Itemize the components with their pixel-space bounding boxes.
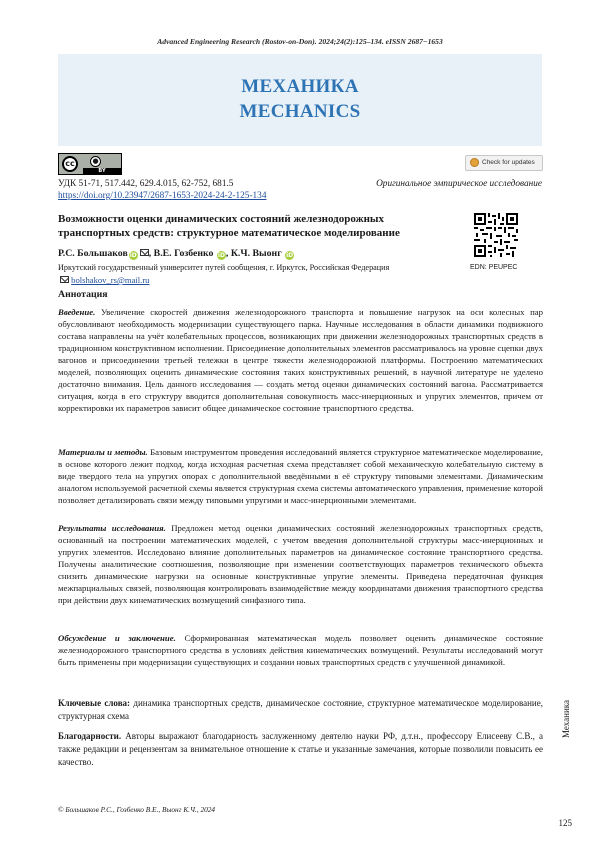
keywords xyxy=(58,697,543,723)
discussion-label: Обсуждение и заключение. xyxy=(58,633,176,643)
results-label: Результаты исследования. xyxy=(58,523,166,533)
side-section-label xyxy=(560,680,572,760)
affiliation: Иркутский государственный университет путей сообщения, г. Иркутск, Российская Федерация xyxy=(58,263,390,272)
discussion-text: Сформированная математическая модель позволяет оценить динамическое состояние железнодорожного транспортного средства в условиях действия кинематических возмущений. Результаты исследований могут быть применены при модернизации существующих и создании новых транспортных средств с улучшенной динамикой. xyxy=(58,633,543,668)
section-banner xyxy=(58,54,542,146)
udk-codes: УДК 51-71, 517.442, 629.4.015, 62-752, 681.5 xyxy=(58,179,234,189)
orcid-icon[interactable]: iD xyxy=(129,252,137,259)
check-updates-label: Check for updates xyxy=(482,159,535,166)
page-number: 125 xyxy=(558,818,572,828)
qr-code-icon[interactable] xyxy=(474,213,518,257)
cc-by-license-badge[interactable] xyxy=(58,153,122,175)
abstract-heading: Аннотация xyxy=(58,289,108,300)
section-title-en: MECHANICS xyxy=(239,101,361,122)
acknowledgements xyxy=(58,730,543,769)
acknowledgements-text: Авторы выражают благодарность заслуженному деятелю науки РФ, д.т.н., профессору Елисееву С.В., а также редакции и рецензентам за внимательное отношение к статье и указанные замечания, которые позволили повысить ее качество. xyxy=(58,731,543,767)
keywords-label: Ключевые слова: xyxy=(58,698,131,708)
author-name[interactable]: Р.С. Большаков xyxy=(58,248,128,259)
abstract-methods xyxy=(58,446,543,506)
methods-text: Базовым инструментом проведения исследований является структурное математическое моделирование, в основе которого лежит подход, когда исходная расчетная схема представляет собой механическую колебательную систему в виде твердого тела на упругих опорах с дополнительной введёнными в её структуру типовыми элементами. Динамическим аналогом используемой расчетной схемы является структурная схема системы автоматического управления, применение которой позволяет детализировать связи между типовыми упругими и масс-инерционными элементами. xyxy=(58,447,543,506)
orcid-icon[interactable]: iD xyxy=(217,252,225,259)
journal-header: Advanced Engineering Research (Rostov-on-Don). 2024;24(2):125–134. eISSN 2687−1653 xyxy=(157,37,443,46)
person-icon: ● xyxy=(90,156,101,167)
abstract-intro xyxy=(58,306,543,414)
acknowledgements-label: Благодарности. xyxy=(58,731,122,741)
cc-icon: cc xyxy=(62,156,78,172)
results-text: Предложен метод оценки динамических состояний железнодорожных транспортных средств, основанный на построении математических моделей, с учетом введения дополнительной структуры масс-инерционных и упругих элементов. Исследовано влияние дополнительных параметров на динамическое состояние транспортного средства. Получены аналитические соотношения, позволяющие при изменении соответствующих параметров технического объекта снизить динамические нагрузки на основные конструктивные упругие элементы. Приведена передаточная функция межпарциальных связей, позволяющая контролировать взаимодействие между координатами движения транспортного средства при действии двух кинематических возмущений синфазного типа. xyxy=(58,523,543,606)
envelope-icon xyxy=(60,276,69,283)
envelope-icon[interactable] xyxy=(140,249,149,256)
copyright-notice: © Большаков Р.С., Гозбенко В.Е., Выонг К.Ч., 2024 xyxy=(58,805,216,814)
side-label-text: Механика xyxy=(561,700,571,738)
doi-link[interactable]: https://doi.org/10.23947/2687-1653-2024-24-2-125-134 xyxy=(58,191,267,201)
author-name[interactable]: К.Ч. Выонг xyxy=(230,248,282,259)
article-title: Возможности оценки динамических состояний железнодорожных транспортных средств: структурное математическое моделирование xyxy=(58,213,400,239)
email-address[interactable]: bolshakov_rs@mail.ru xyxy=(71,275,150,285)
by-label: BY xyxy=(83,168,121,174)
intro-text: Увеличение скоростей движения железнодорожного транспорта и повышение нагрузок на оси колесных пар обусловливают необходимость модернизации существующего парка. Научные исследования в области динамики подвижного состава направлены на учёт колебательных процессов, возникающих при движении железнодорожных транспортных средств в традиционном конструктивном исполнении. Присоединение дополнительных элементов рассматривалось на уровне сцепки двух вагонов и присоединении третьей тележки в центре тяжести железнодорожной платформы. Построению математических моделей, позволяющих оценить динамические состояния таких конструктивных решений, в научной литературе не уделено достаточно внимания. Цель данного исследования — создать метод оценки динамических состояний вагона. Рассматривается ситуация, когда в его структуру вводится дополнительная совокупность масс-инерционных и упругих элементов, причем от корректировки их параметров зависит общее динамическое состояние транспортного средства. xyxy=(58,307,544,414)
contact-email[interactable] xyxy=(58,275,149,285)
keywords-text: динамика транспортных средств, динамическое состояние, структурное математическое моделирование, структурная схема xyxy=(58,698,543,721)
authors-line: Р.С. Большаков iD , В.Е. Гозбенко iD, К.Ч. Выонг iD xyxy=(58,248,294,259)
methods-label: Материалы и методы. xyxy=(58,447,148,457)
update-icon xyxy=(470,158,479,167)
abstract-results xyxy=(58,522,543,606)
intro-label: Введение. xyxy=(58,307,96,317)
abstract-discussion xyxy=(58,632,543,668)
author-name[interactable]: В.Е. Гозбенко xyxy=(153,248,214,259)
orcid-icon[interactable]: iD xyxy=(286,252,294,259)
article-type: Оригинальное эмпирическое исследование xyxy=(376,179,542,189)
section-title-ru: МЕХАНИКА xyxy=(241,76,359,97)
check-for-updates-button[interactable] xyxy=(465,155,543,171)
edn-code: EDN: PEUPEC xyxy=(470,264,518,271)
